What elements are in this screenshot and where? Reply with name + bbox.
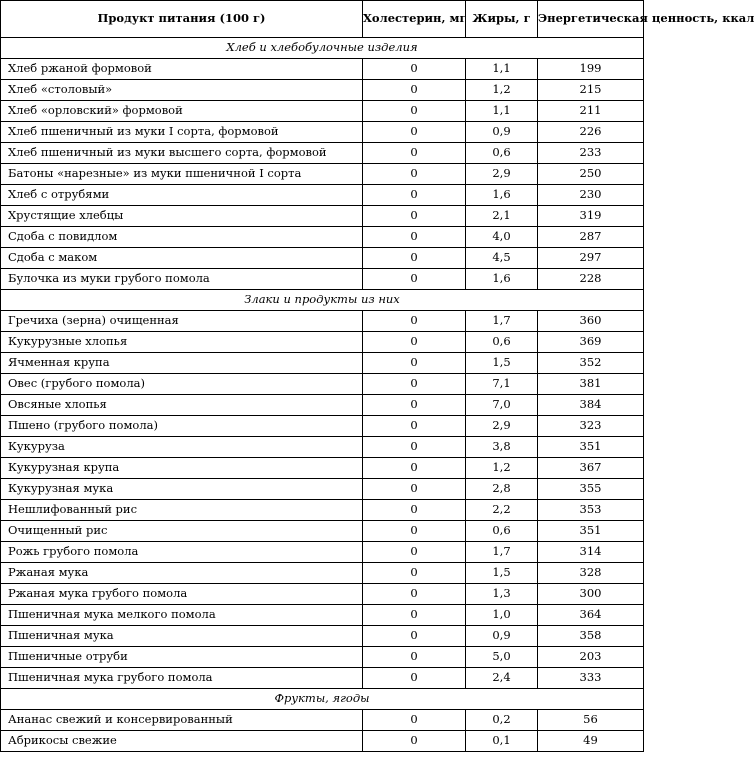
section-title: Фрукты, ягоды (1, 689, 644, 710)
header-product: Продукт питания (100 г) (1, 1, 363, 38)
energy-cell: 369 (538, 332, 644, 353)
energy-cell: 228 (538, 269, 644, 290)
section-title: Хлеб и хлебобулочные изделия (1, 38, 644, 59)
product-name-cell: Батоны «нарезные» из муки пшеничной I сорта (1, 164, 363, 185)
table-row (1, 479, 644, 500)
cholesterol-cell: 0 (363, 311, 466, 332)
product-name-cell: Ржаная мука грубого помола (1, 584, 363, 605)
fat-cell: 1,5 (466, 563, 538, 584)
cholesterol-cell: 0 (363, 626, 466, 647)
product-name-cell: Овес (грубого помола) (1, 374, 363, 395)
fat-cell: 1,6 (466, 269, 538, 290)
fat-cell: 2,2 (466, 500, 538, 521)
product-name-cell: Ананас свежий и консервированный (1, 710, 363, 731)
section-row (1, 38, 644, 59)
cholesterol-cell: 0 (363, 479, 466, 500)
product-name-cell: Сдоба с повидлом (1, 227, 363, 248)
fat-cell: 1,7 (466, 311, 538, 332)
table-row (1, 458, 644, 479)
product-name-cell: Пшеничная мука мелкого помола (1, 605, 363, 626)
energy-cell: 215 (538, 80, 644, 101)
energy-cell: 358 (538, 626, 644, 647)
cholesterol-cell: 0 (363, 185, 466, 206)
cholesterol-cell: 0 (363, 668, 466, 689)
table-row (1, 122, 644, 143)
energy-cell: 384 (538, 395, 644, 416)
header-energy: Энергетическая ценность, ккал (538, 1, 644, 38)
fat-cell: 2,4 (466, 668, 538, 689)
fat-cell: 7,0 (466, 395, 538, 416)
product-name-cell: Пшеничные отруби (1, 647, 363, 668)
cholesterol-cell: 0 (363, 542, 466, 563)
table-row (1, 248, 644, 269)
energy-cell: 49 (538, 731, 644, 752)
energy-cell: 56 (538, 710, 644, 731)
fat-cell: 0,9 (466, 122, 538, 143)
cholesterol-cell: 0 (363, 206, 466, 227)
fat-cell: 3,8 (466, 437, 538, 458)
energy-cell: 233 (538, 143, 644, 164)
product-name-cell: Очищенный рис (1, 521, 363, 542)
table-row (1, 584, 644, 605)
product-name-cell: Булочка из муки грубого помола (1, 269, 363, 290)
fat-cell: 1,1 (466, 101, 538, 122)
fat-cell: 1,1 (466, 59, 538, 80)
fat-cell: 2,1 (466, 206, 538, 227)
table-body (1, 38, 644, 752)
table-row (1, 353, 644, 374)
fat-cell: 0,6 (466, 521, 538, 542)
section-row (1, 689, 644, 710)
section-title: Злаки и продукты из них (1, 290, 644, 311)
table-row (1, 542, 644, 563)
fat-cell: 2,8 (466, 479, 538, 500)
energy-cell: 211 (538, 101, 644, 122)
fat-cell: 1,2 (466, 80, 538, 101)
energy-cell: 314 (538, 542, 644, 563)
cholesterol-cell: 0 (363, 647, 466, 668)
table-row (1, 143, 644, 164)
energy-cell: 352 (538, 353, 644, 374)
cholesterol-cell: 0 (363, 353, 466, 374)
energy-cell: 319 (538, 206, 644, 227)
product-name-cell: Хрустящие хлебцы (1, 206, 363, 227)
cholesterol-cell: 0 (363, 122, 466, 143)
table-row (1, 668, 644, 689)
fat-cell: 5,0 (466, 647, 538, 668)
header-row (1, 1, 644, 38)
table-row (1, 311, 644, 332)
fat-cell: 1,2 (466, 458, 538, 479)
energy-cell: 203 (538, 647, 644, 668)
product-name-cell: Хлеб «столовый» (1, 80, 363, 101)
cholesterol-cell: 0 (363, 731, 466, 752)
product-name-cell: Хлеб «орловский» формовой (1, 101, 363, 122)
fat-cell: 4,5 (466, 248, 538, 269)
table-row (1, 332, 644, 353)
section-row (1, 290, 644, 311)
energy-cell: 297 (538, 248, 644, 269)
table-header (1, 1, 754, 38)
cholesterol-cell: 0 (363, 59, 466, 80)
product-name-cell: Пшеничная мука грубого помола (1, 668, 363, 689)
cholesterol-cell: 0 (363, 563, 466, 584)
table-row (1, 101, 644, 122)
energy-cell: 351 (538, 521, 644, 542)
fat-cell: 0,6 (466, 332, 538, 353)
table-row (1, 59, 644, 80)
cholesterol-cell: 0 (363, 248, 466, 269)
fat-cell: 0,6 (466, 143, 538, 164)
energy-cell: 230 (538, 185, 644, 206)
energy-cell: 323 (538, 416, 644, 437)
product-name-cell: Хлеб ржаной формовой (1, 59, 363, 80)
product-name-cell: Кукурузные хлопья (1, 332, 363, 353)
energy-cell: 226 (538, 122, 644, 143)
cholesterol-cell: 0 (363, 101, 466, 122)
energy-cell: 333 (538, 668, 644, 689)
fat-cell: 0,9 (466, 626, 538, 647)
energy-cell: 300 (538, 584, 644, 605)
product-name-cell: Хлеб с отрубями (1, 185, 363, 206)
cholesterol-cell: 0 (363, 395, 466, 416)
cholesterol-cell: 0 (363, 458, 466, 479)
table-row (1, 710, 644, 731)
cholesterol-cell: 0 (363, 374, 466, 395)
table-row (1, 500, 644, 521)
product-name-cell: Сдоба с маком (1, 248, 363, 269)
cholesterol-cell: 0 (363, 521, 466, 542)
product-name-cell: Абрикосы свежие (1, 731, 363, 752)
table-row (1, 80, 644, 101)
cholesterol-cell: 0 (363, 605, 466, 626)
cholesterol-cell: 0 (363, 269, 466, 290)
product-name-cell: Пшеничная мука (1, 626, 363, 647)
fat-cell: 1,0 (466, 605, 538, 626)
cholesterol-cell: 0 (363, 437, 466, 458)
energy-cell: 381 (538, 374, 644, 395)
table-row (1, 374, 644, 395)
table-row (1, 647, 644, 668)
table-row (1, 563, 644, 584)
cholesterol-cell: 0 (363, 332, 466, 353)
table-row (1, 395, 644, 416)
product-name-cell: Рожь грубого помола (1, 542, 363, 563)
energy-cell: 364 (538, 605, 644, 626)
fat-cell: 1,5 (466, 353, 538, 374)
table-row (1, 206, 644, 227)
table-row (1, 164, 644, 185)
product-name-cell: Ячменная крупа (1, 353, 363, 374)
product-name-cell: Нешлифованный рис (1, 500, 363, 521)
energy-cell: 351 (538, 437, 644, 458)
cholesterol-cell: 0 (363, 710, 466, 731)
fat-cell: 1,7 (466, 542, 538, 563)
fat-cell: 0,2 (466, 710, 538, 731)
table-row (1, 437, 644, 458)
energy-cell: 287 (538, 227, 644, 248)
table-row (1, 185, 644, 206)
table-row (1, 521, 644, 542)
cholesterol-cell: 0 (363, 584, 466, 605)
fat-cell: 7,1 (466, 374, 538, 395)
product-name-cell: Гречиха (зерна) очищенная (1, 311, 363, 332)
cholesterol-cell: 0 (363, 416, 466, 437)
energy-cell: 367 (538, 458, 644, 479)
energy-cell: 353 (538, 500, 644, 521)
energy-cell: 250 (538, 164, 644, 185)
table-row (1, 227, 644, 248)
energy-cell: 199 (538, 59, 644, 80)
energy-cell: 328 (538, 563, 644, 584)
fat-cell: 2,9 (466, 164, 538, 185)
product-name-cell: Ржаная мука (1, 563, 363, 584)
product-name-cell: Хлеб пшеничный из муки высшего сорта, формовой (1, 143, 363, 164)
product-name-cell: Кукурузная крупа (1, 458, 363, 479)
table-row (1, 605, 644, 626)
header-fat: Жиры, г (466, 1, 538, 38)
fat-cell: 0,1 (466, 731, 538, 752)
product-name-cell: Кукуруза (1, 437, 363, 458)
fat-cell: 1,6 (466, 185, 538, 206)
fat-cell: 2,9 (466, 416, 538, 437)
fat-cell: 1,3 (466, 584, 538, 605)
product-name-cell: Кукурузная мука (1, 479, 363, 500)
cholesterol-cell: 0 (363, 227, 466, 248)
product-name-cell: Хлеб пшеничный из муки I сорта, формовой (1, 122, 363, 143)
product-name-cell: Пшено (грубого помола) (1, 416, 363, 437)
table-row (1, 416, 644, 437)
energy-cell: 355 (538, 479, 644, 500)
energy-cell: 360 (538, 311, 644, 332)
cholesterol-cell: 0 (363, 143, 466, 164)
cholesterol-cell: 0 (363, 164, 466, 185)
fat-cell: 4,0 (466, 227, 538, 248)
product-name-cell: Овсяные хлопья (1, 395, 363, 416)
table-row (1, 269, 644, 290)
header-cholesterol: Холестерин, мг (363, 1, 466, 38)
table-row (1, 626, 644, 647)
cholesterol-cell: 0 (363, 80, 466, 101)
table-row (1, 731, 644, 752)
cholesterol-cell: 0 (363, 500, 466, 521)
